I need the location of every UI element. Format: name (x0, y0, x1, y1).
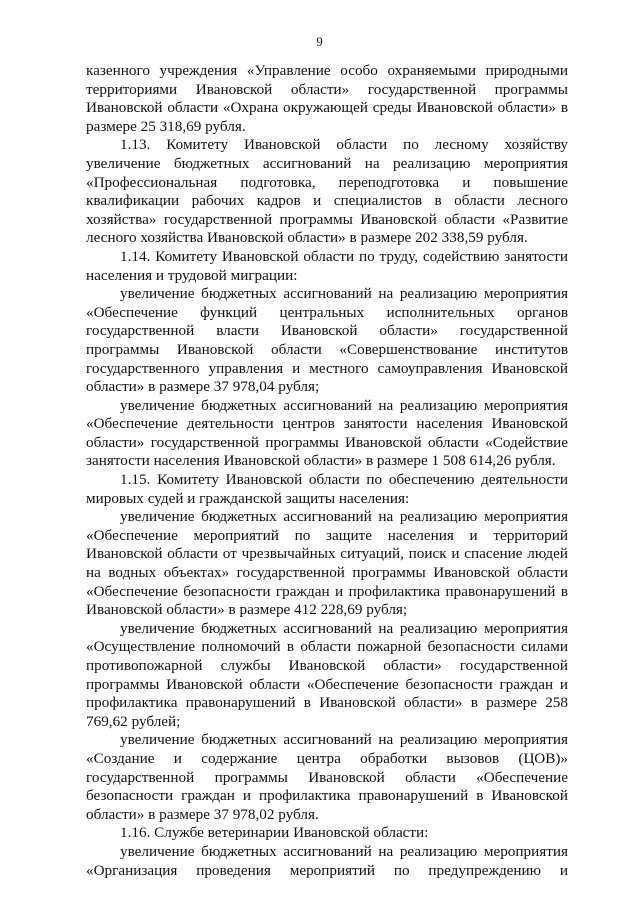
paragraph: увеличение бюджетных ассигнований на реализацию мероприятия «Обеспечение функций центральных исполнительных органов государственной власти Ивановской области» государственной программы Ивановской области «Совершенствование институтов государственного управления и местного самоуправления Ивановской области» в размере 37 978,04 рубля; (86, 285, 568, 396)
page-number: 9 (316, 34, 323, 49)
paragraph: увеличение бюджетных ассигнований на реализацию мероприятия «Осуществление полномочий в области пожарной безопасности силами противопожарной службы Ивановской области» государственной программы Ивановской области «Обеспечение безопасности граждан и профилактика правонарушений в Ивановской области» в размере 258 769,62 рублей; (86, 619, 568, 730)
paragraph: 1.13. Комитету Ивановской области по лесному хозяйству увеличение бюджетных ассигнований на реализацию мероприятия «Профессиональная подготовка, переподготовка и повышение квалификации рабочих кадров и специалистов в области лесного хозяйства» государственной программы Ивановской области «Развитие лесного хозяйства Ивановской области» в размере 202 338,59 рубля. (86, 136, 568, 247)
paragraph: 1.15. Комитету Ивановской области по обеспечению деятельности мировых судей и гражданской защиты населения: (86, 471, 568, 507)
paragraph: казенного учреждения «Управление особо охраняемыми природными территориями Ивановской области» государственной программы Ивановской области «Охрана окружающей среды Ивановской области» в размере 25 318,69 рубля. (86, 62, 568, 135)
paragraph: 1.16. Службе ветеринарии Ивановской области: (120, 824, 429, 842)
paragraph: увеличение бюджетных ассигнований на реализацию мероприятия «Создание и содержание центра обработки вызовов (ЦОВ)» государственной программы Ивановской области «Обеспечение безопасности граждан и профилактика правонарушений в Ивановской области» в размере 37 978,02 рубля. (86, 731, 568, 823)
paragraph: 1.14. Комитету Ивановской области по труду, содействию занятости населения и трудовой миграции: (86, 247, 568, 284)
paragraph-continued: увеличение бюджетных ассигнований на реализацию мероприятия «Организация проведения мероприятий по предупреждению и (86, 842, 568, 879)
paragraph: увеличение бюджетных ассигнований на реализацию мероприятия «Обеспечение деятельности центров занятости населения Ивановской области» государственной программы Ивановской области «Содействие занятости населения Ивановской области» в размере 1 508 614,26 рубля. (86, 396, 568, 470)
paragraph: увеличение бюджетных ассигнований на реализацию мероприятия «Обеспечение мероприятий по защите населения и территорий Ивановской области от чрезвычайных ситуаций, поиск и спасение людей на водных объектах» государственной программы Ивановской области «Обеспечение безопасности граждан и профилактика правонарушений в Ивановской области» в размере 412 228,69 рубля; (86, 508, 568, 619)
document-body (86, 62, 568, 880)
